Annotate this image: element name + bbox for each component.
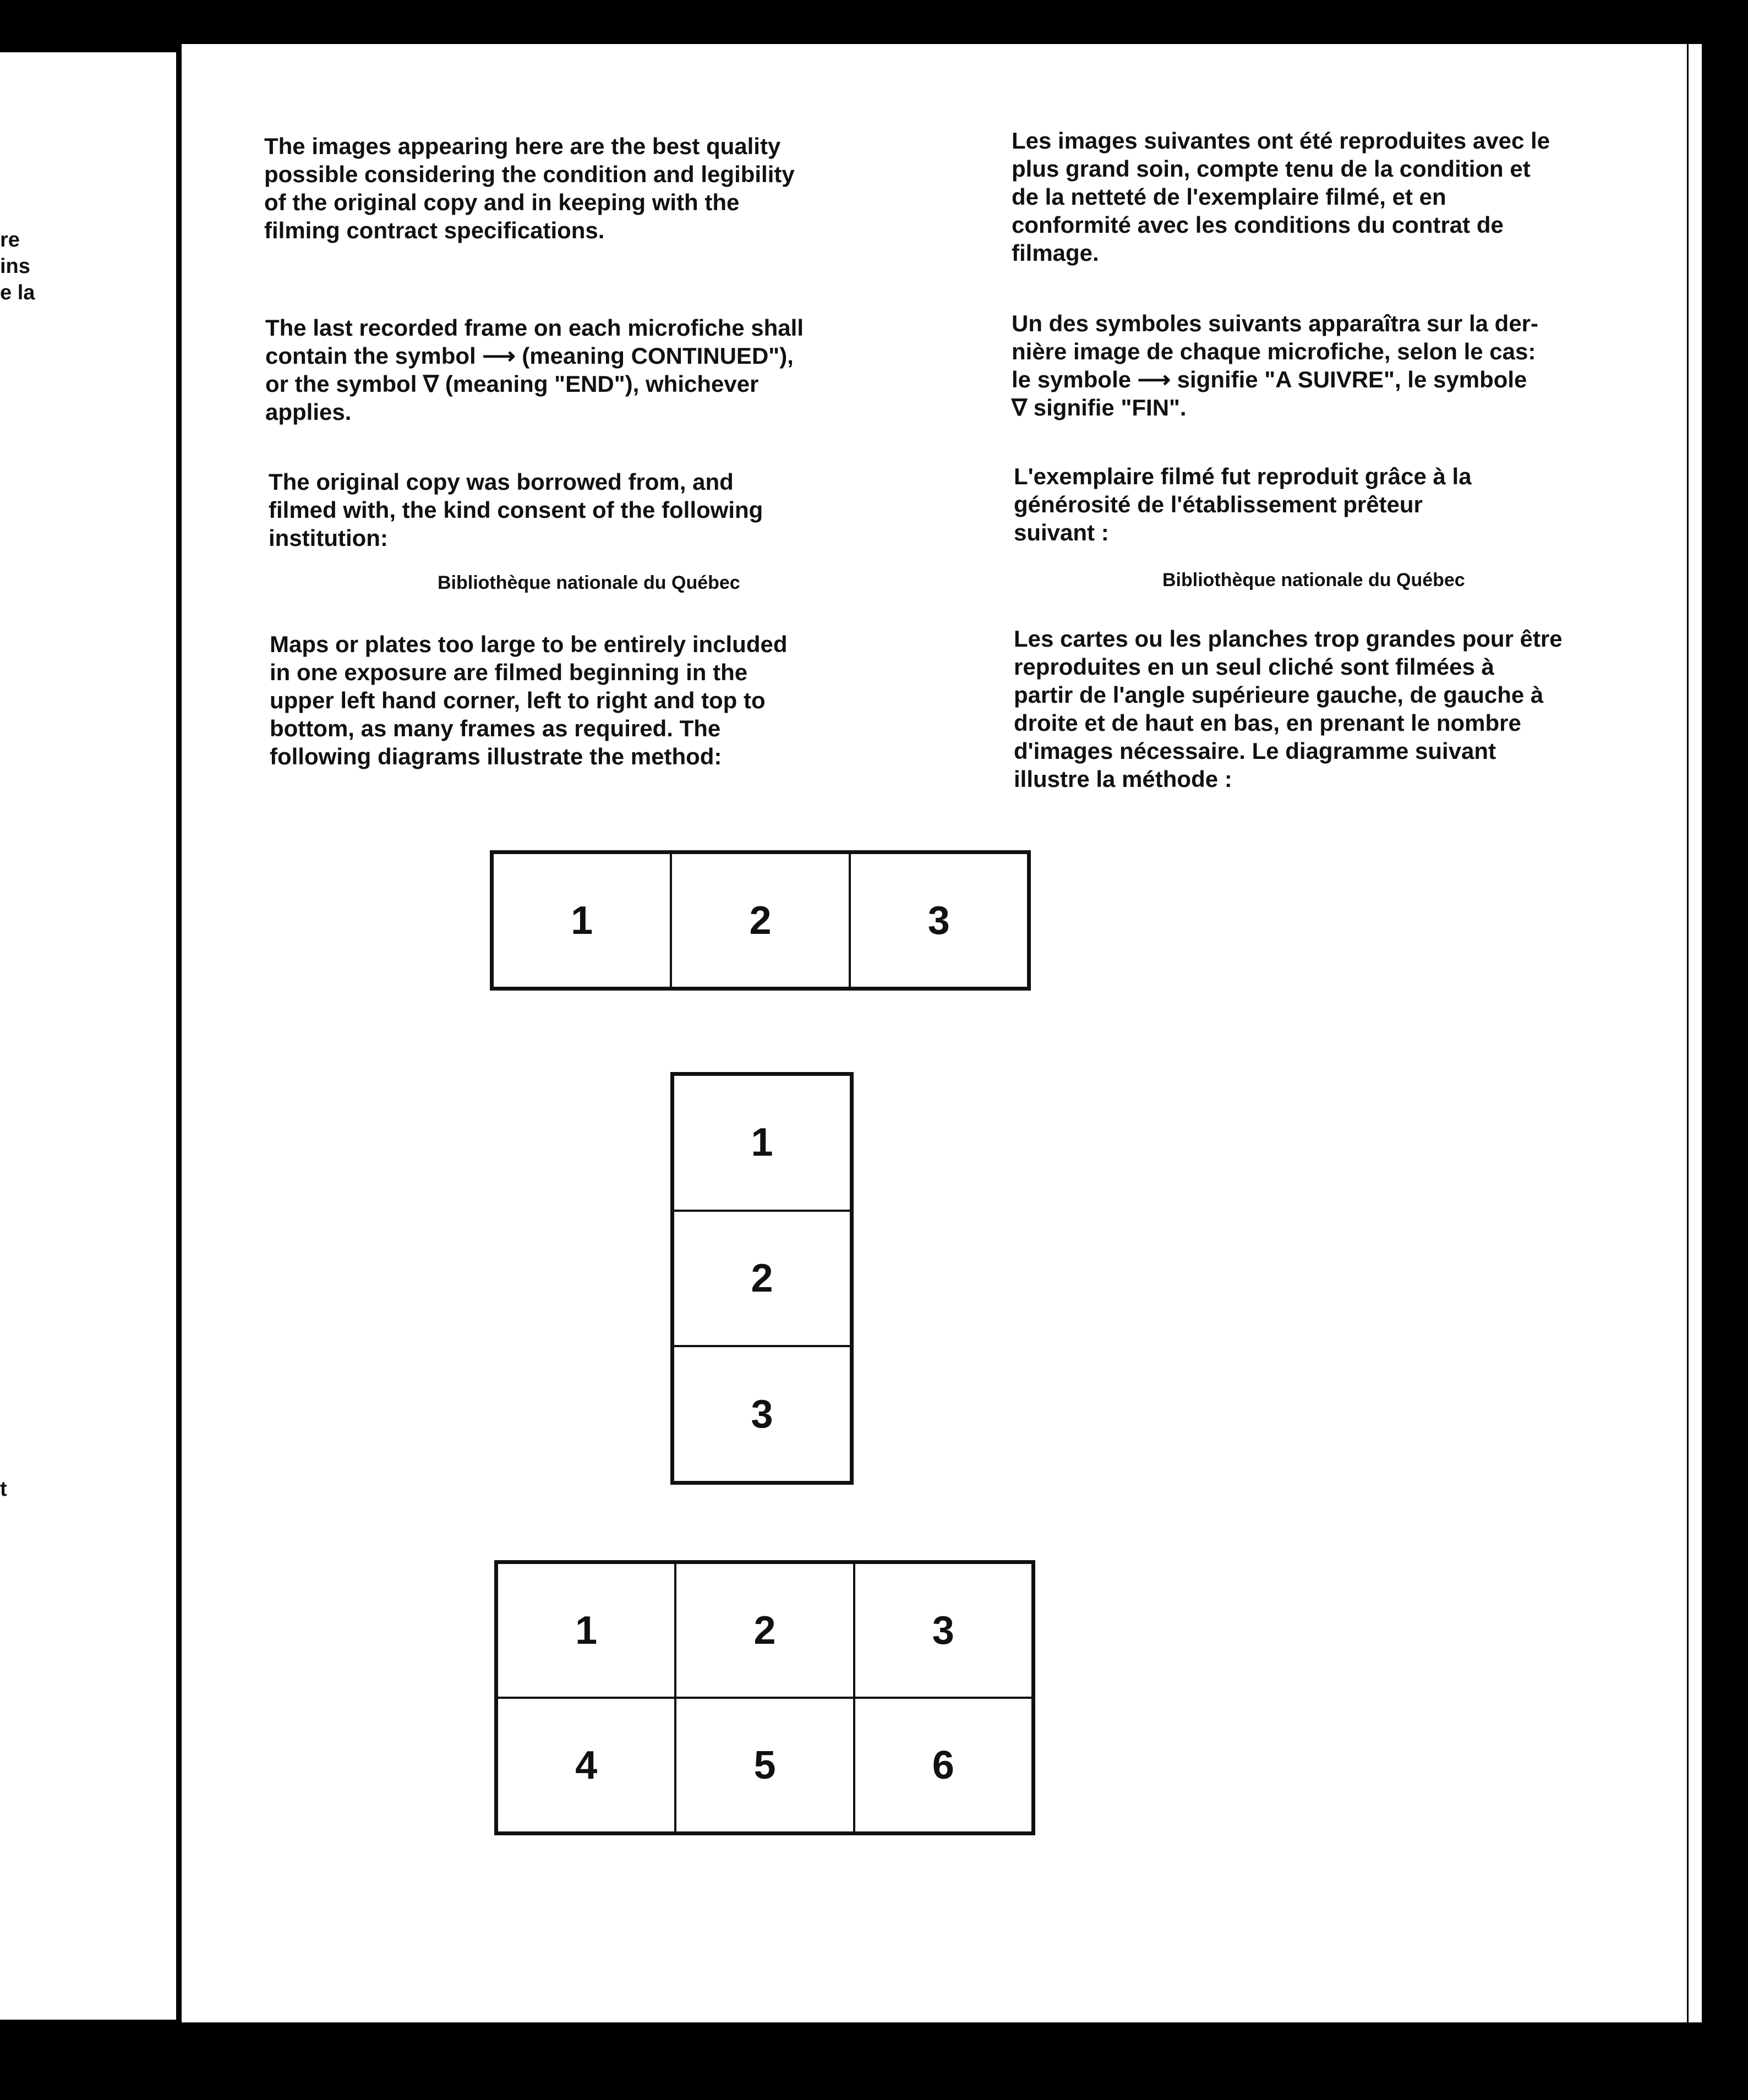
fragment-text: e la [0, 281, 35, 304]
english-maps-paragraph: Maps or plates too large to be entirely included in one exposure are filmed beginning in the upper left hand corner, left to right and top to bottom, as many frames as required. The following diagrams illustrate the method: [270, 631, 788, 769]
english-institution-paragraph: The original copy was borrowed from, and filmed with, the kind consent of the following institution: [269, 469, 763, 551]
french-institution-name: Bibliothèque nationale du Québec [1162, 570, 1465, 590]
frame-cell: 3 [850, 853, 1028, 988]
frame-cell: 1 [493, 853, 671, 988]
frame-cell: 3 [854, 1563, 1033, 1698]
frame-cell: 5 [675, 1698, 854, 1833]
frame-cell: 1 [497, 1563, 675, 1698]
french-quality-paragraph: Les images suivantes ont été reproduites avec le plus grand soin, compte tenu de la condition et de la netteté de l'exemplaire filmé, et en conformité avec les conditions du contrat de filmage. [1012, 128, 1550, 266]
next-page-edge [1689, 44, 1702, 2022]
frame-cell: 1 [673, 1075, 851, 1211]
fragment-text: ins [0, 255, 30, 278]
frame-cell: 4 [497, 1698, 675, 1833]
fragment-text: t [0, 1478, 7, 1501]
english-institution-name: Bibliothèque nationale du Québec [438, 572, 740, 593]
french-symbol-paragraph: Un des symboles suivants apparaîtra sur la der- nière image de chaque microfiche, selon le cas: le symbole ⟶ signifie "A SUIVRE", le symbole ∇ signifie "FIN". [1012, 310, 1539, 420]
frame-cell: 3 [673, 1346, 851, 1482]
frame-cell: 2 [673, 1211, 851, 1347]
horizontal-frames-diagram [490, 850, 1031, 991]
previous-page-edge [0, 52, 176, 2020]
french-maps-paragraph: Les cartes ou les planches trop grandes pour être reproduites en un seul cliché sont filmées à partir de l'angle supérieure gauche, de gauche à droite et de haut en bas, en prenant le nombre d'images nécessaire. Le diagramme suivant illustre la méthode : [1014, 626, 1563, 792]
english-symbol-paragraph: The last recorded frame on each microfiche shall contain the symbol ⟶ (meaning CONTINUED"), or the symbol ∇ (meaning "END"), whichever applies. [265, 315, 804, 425]
grid-frames-diagram [494, 1560, 1035, 1835]
french-institution-paragraph: L'exemplaire filmé fut reproduit grâce à la générosité de l'établissement prêteur suivant : [1014, 463, 1472, 545]
english-quality-paragraph: The images appearing here are the best quality possible considering the condition and legibility of the original copy and in keeping with the filming contract specifications. [264, 133, 795, 243]
frame-cell: 2 [675, 1563, 854, 1698]
frame-cell: 6 [854, 1698, 1033, 1833]
frame-cell: 2 [671, 853, 849, 988]
vertical-frames-diagram [670, 1072, 854, 1485]
fragment-text: re [0, 228, 20, 251]
